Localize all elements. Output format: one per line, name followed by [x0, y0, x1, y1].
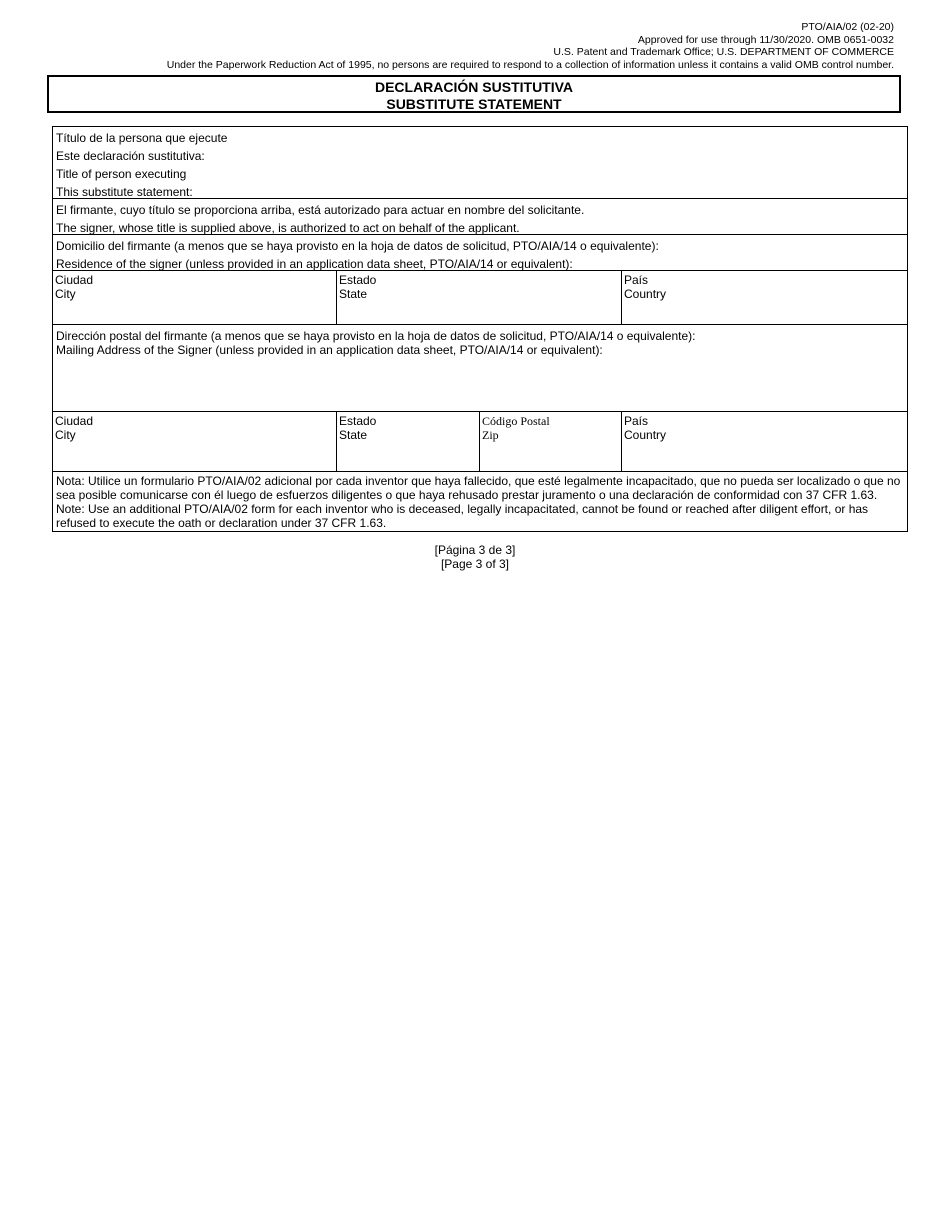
mailing-country-label-es: País: [624, 414, 649, 428]
mailing-city-field[interactable]: [53, 412, 337, 471]
mailing-city-label-en: City: [55, 428, 76, 442]
residence-state-label-en: State: [339, 287, 368, 301]
residence-city-label-es: Ciudad: [55, 273, 94, 287]
mailing-state-label-en: State: [339, 428, 368, 442]
title-box: [47, 75, 901, 113]
mailing-fields-row: [53, 412, 907, 471]
page-indicator-en: [Page 3 of 3]: [440, 557, 510, 571]
title-english: SUBSTITUTE STATEMENT: [386, 96, 562, 112]
mailing-zip-label-es: Código Postal: [482, 414, 550, 428]
residence-heading: [53, 235, 907, 271]
residence-label-es: Domicilio del firmante (a menos que se haya provisto en la hoja de datos de solicitud, PTO/AIA/14 o equivalente):: [56, 239, 659, 253]
title-of-person-field[interactable]: [53, 127, 907, 199]
authorization-en: The signer, whose title is supplied above, is authorized to act on behalf of the applicant.: [56, 221, 520, 235]
residence-state-label-es: Estado: [339, 273, 377, 287]
residence-country-label-es: País: [624, 273, 649, 287]
note-en: Note: Use an additional PTO/AIA/02 form for each inventor who is deceased, legally incapacitated, cannot be found or reached after diligent effort, or has refused to execute the oath or declaration under 37 CFR 1.63.: [56, 502, 869, 530]
residence-country-label-en: Country: [624, 287, 667, 301]
inventor-note: [53, 472, 907, 531]
residence-country-field[interactable]: [622, 271, 907, 324]
title-label-es-2: Este declaración sustitutiva:: [56, 149, 205, 163]
residence-city-field[interactable]: [53, 271, 337, 324]
mailing-zip-label-en: Zip: [482, 428, 499, 442]
title-label-en-1: Title of person executing: [56, 167, 187, 181]
mailing-zip-field[interactable]: [480, 412, 622, 471]
residence-section: [53, 235, 907, 325]
mailing-country-label-en: Country: [624, 428, 667, 442]
title-spanish: DECLARACIÓN SUSTITUTIVA: [374, 79, 574, 95]
mailing-section: [53, 325, 907, 472]
authorization-statement: [53, 199, 907, 235]
mailing-label-es: Dirección postal del firmante (a menos que se haya provisto en la hoja de datos de solicitud, PTO/AIA/14 o equivalente):: [56, 329, 696, 343]
title-label-es-1: Título de la persona que ejecute: [56, 131, 228, 145]
authorization-es: El firmante, cuyo título se proporciona arriba, está autorizado para actuar en nombre del solicitante.: [56, 203, 585, 217]
paperwork-notice: Under the Paperwork Reduction Act of 1995, no persons are required to respond to a collection of information unless it contains a valid OMB control number.: [166, 59, 894, 71]
title-label-en-2: This substitute statement:: [56, 185, 193, 199]
page-indicator: [0, 543, 950, 571]
mailing-state-label-es: Estado: [339, 414, 377, 428]
mailing-country-field[interactable]: [622, 412, 907, 471]
mailing-state-field[interactable]: [337, 412, 480, 471]
residence-label-en: Residence of the signer (unless provided in an application data sheet, PTO/AIA/14 or equivalent):: [56, 257, 573, 271]
office-text: U.S. Patent and Trademark Office; U.S. DEPARTMENT OF COMMERCE: [553, 46, 894, 58]
mailing-label-en: Mailing Address of the Signer (unless provided in an application data sheet, PTO/AIA/14 or equivalent):: [56, 343, 603, 357]
form-number: PTO/AIA/02 (02-20): [801, 21, 894, 33]
approval-text: Approved for use through 11/30/2020. OMB 0651-0032: [637, 34, 894, 46]
substitute-statement-form: [52, 126, 908, 532]
page-indicator-es: [Página 3 de 3]: [434, 543, 516, 557]
residence-state-field[interactable]: [337, 271, 622, 324]
mailing-city-label-es: Ciudad: [55, 414, 94, 428]
residence-fields-row: [53, 271, 907, 324]
residence-city-label-en: City: [55, 287, 76, 301]
mailing-address-field[interactable]: [53, 325, 907, 412]
note-es: Nota: Utilice un formulario PTO/AIA/02 adicional por cada inventor que haya fallecido, que esté legalmente incapacitado, que no pueda ser localizado o que no sea posible comunicarse con él luego de esfuerzos diligentes o que haya rehusado prestar juramento o una declaración de conformidad con 37 CFR 1.63.: [56, 474, 901, 502]
